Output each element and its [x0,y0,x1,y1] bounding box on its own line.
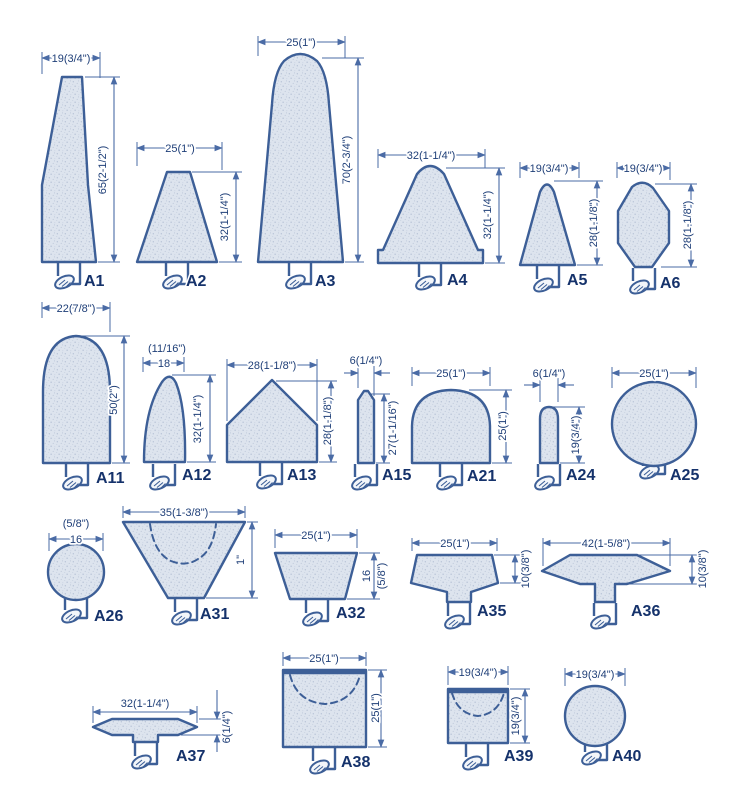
a12-width-note-text: (11/16") [148,343,186,355]
a4-label: A4 [447,272,468,289]
a25-width-dim-text: 25(1") [639,368,669,380]
a32-height-note-text: (5/8") [376,562,388,590]
a15-body [358,391,374,463]
a26-body [48,544,104,600]
a39-height-dim-text: 19(3/4") [510,696,522,736]
a40-body [565,686,625,746]
a25-label: A25 [670,467,700,484]
a40-label: A40 [612,748,642,765]
a35-width-dim-text: 25(1") [440,538,470,550]
a38-body [283,670,366,747]
a37-height-dim-text: 6(1/4") [221,710,233,744]
a12-label: A12 [182,467,212,484]
a3-height-dim-text: 70(2-3/4") [341,135,353,185]
a21-height-dim-text: 25(1") [497,411,509,441]
a36-height-dim-text: 10(3/8") [697,549,709,589]
a32-label: A32 [336,605,366,622]
a3-label: A3 [315,273,336,290]
a39-label: A39 [504,748,534,765]
a13-label: A13 [287,467,317,484]
a1-height-dim-text: 65(2-1/2") [97,145,109,195]
a38-label: A38 [341,754,371,771]
a5-width-dim-text: 19(3/4") [529,163,569,175]
a38-width-dim-text: 25(1") [309,653,339,665]
a31-height-dim-text: 1" [235,554,247,566]
a12-width-dim-text: 18 [157,358,171,370]
a11-label: A11 [96,470,125,487]
a12-height-dim-text: 32(1-1/4") [192,394,204,444]
a15-width-dim-text: 6(1/4") [349,355,383,367]
a26-label: A26 [94,608,124,625]
a24-label: A24 [566,467,596,484]
a6-label: A6 [660,275,681,292]
a2-width-dim-text: 25(1") [165,143,195,155]
a37-width-dim-text: 32(1-1/4") [120,698,170,710]
a1-label: A1 [84,273,105,290]
a15-height-dim-text: 27(1-1/16") [387,400,399,456]
a15-label: A15 [382,467,412,484]
a39-width-dim-text: 19(3/4") [458,667,498,679]
a32-width-dim-text: 25(1") [301,530,331,542]
a38-height-dim-text: 25(1") [370,693,382,723]
a21-width-dim-text: 25(1") [436,368,466,380]
a37-label: A37 [176,748,206,765]
a21-label: A21 [467,468,497,485]
a5-label: A5 [567,272,588,289]
a32-body [275,553,357,599]
a32-height-dim-text: 16 [361,569,373,583]
a36-width-dim-text: 42(1-5/8") [581,538,631,550]
a3-width-dim-text: 25(1") [286,37,316,49]
a36-label: A36 [631,603,661,620]
a31-width-dim-text: 35(1-3/8") [159,507,209,519]
a13-height-dim-text: 28(1-1/8") [322,396,334,446]
a24-width-dim-text: 6(1/4") [532,368,566,380]
a2-height-dim-text: 32(1-1/4") [219,192,231,242]
a6-width-dim-text: 19(3/4") [623,163,663,175]
a2-label: A2 [186,273,207,290]
a11-body [43,336,110,463]
a26-width-dim-text: 16 [69,534,83,546]
a1-width-dim-text: 19(3/4") [51,53,91,65]
a4-width-dim-text: 32(1-1/4") [406,150,456,162]
a5-height-dim-text: 28(1-1/8") [588,198,600,248]
a40-width-dim-text: 19(3/4") [575,669,615,681]
a11-width-dim-text: 22(7/8") [56,303,96,315]
a25-body [612,382,696,466]
a35-height-dim-text: 10(3/8") [520,549,532,589]
a24-body [540,407,558,463]
a26-width-note-text: (5/8") [62,518,90,530]
a4-height-dim-text: 32(1-1/4") [482,190,494,240]
a13-width-dim-text: 28(1-1/8") [247,360,297,372]
a24-height-dim-text: 19(3/4") [570,415,582,455]
a11-height-dim-text: 50(2") [108,385,120,415]
a21-body [412,390,490,463]
a35-label: A35 [477,603,507,620]
a6-height-dim-text: 28(1-1/8") [682,200,694,250]
a31-label: A31 [200,606,230,623]
